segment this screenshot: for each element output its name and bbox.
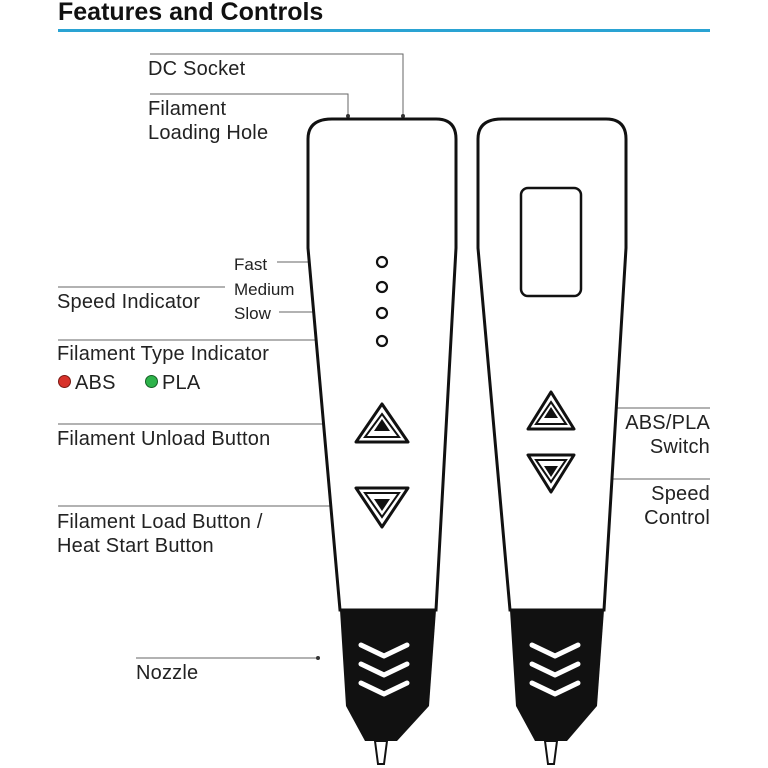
label-dc-socket: DC Socket: [148, 58, 246, 80]
label-filament-unload-button: Filament Unload Button: [57, 428, 271, 450]
label-filament-load-line2: Heat Start Button: [57, 535, 214, 557]
label-speed-control-line1: Speed: [651, 483, 710, 505]
label-nozzle: Nozzle: [136, 662, 199, 684]
label-speed-indicator: Speed Indicator: [57, 291, 201, 313]
label-filament-type-indicator: Filament Type Indicator: [57, 343, 270, 365]
pla-dot-icon: [145, 375, 158, 388]
legend-abs-text: ABS: [75, 372, 116, 394]
legend-pla: [145, 371, 200, 395]
label-loading-hole-line2: Loading Hole: [148, 122, 269, 144]
page-title: Features and Controls: [58, 0, 324, 26]
display-screen: [521, 188, 581, 296]
label-abs-pla-switch-line1: ABS/PLA: [625, 412, 710, 434]
label-filament-load-line1: Filament Load Button /: [57, 511, 263, 533]
label-speed-control-line2: Control: [644, 507, 710, 529]
left-pen: [308, 119, 456, 764]
abs-dot-icon: [58, 375, 71, 388]
label-speed-medium: Medium: [234, 280, 295, 299]
label-abs-pla-switch-line2: Switch: [649, 436, 710, 458]
label-speed-slow: Slow: [234, 304, 271, 323]
legend-pla-text: PLA: [162, 372, 201, 394]
label-speed-fast: Fast: [234, 255, 268, 274]
label-loading-hole-line1: Filament: [148, 98, 227, 120]
legend-abs: [58, 371, 116, 395]
